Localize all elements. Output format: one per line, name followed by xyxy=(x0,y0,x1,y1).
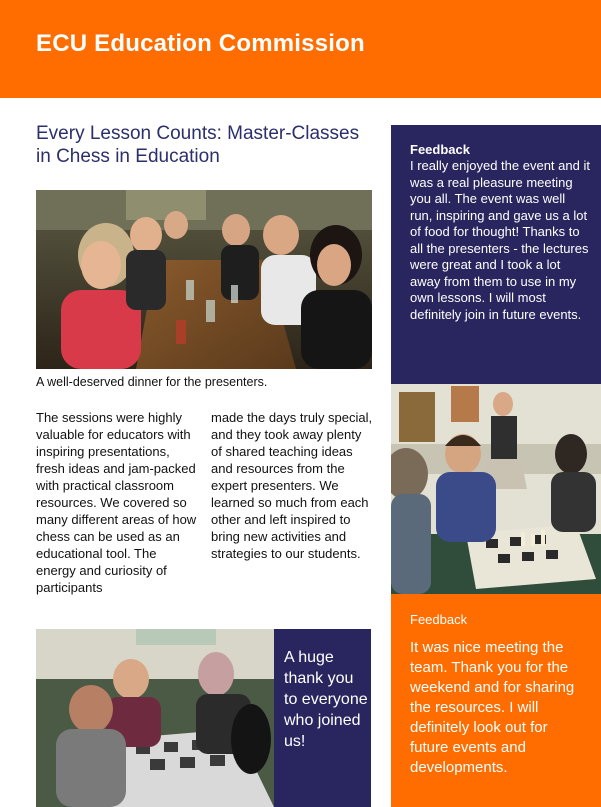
header-title: ECU Education Commission xyxy=(36,30,365,57)
body-text-column-2: made the days truly special, and they took away plenty of shared teaching ideas and resources from the expert presenters. We learned so much from each other and left inspired to bring new activities and strategies to our students. xyxy=(211,410,373,561)
photo-caption: A well-deserved dinner for the presenters. xyxy=(36,375,268,389)
thank-you-box xyxy=(274,629,371,807)
feedback-2-text: It was nice meeting the team. Thank you for the weekend and for sharing the resources. I will definitely look out for future events and developments. xyxy=(410,639,575,776)
feedback-1-text: I really enjoyed the event and it was a real pleasure meeting you all. The event was well run, inspiring and gave us a lot of food for thought! Thanks to all the presenters - the lectures were great and I took a lot away from them to use in my own lessons. I will most definitely join in future events. xyxy=(410,158,590,322)
feedback-2-heading: Feedback xyxy=(410,612,468,627)
chess-workshop-photo xyxy=(36,629,274,807)
feedback-1-heading: Feedback xyxy=(410,142,470,157)
header-banner xyxy=(0,0,601,98)
chess-players-photo xyxy=(391,384,601,594)
feedback-box-1 xyxy=(391,125,601,384)
dinner-photo xyxy=(36,190,372,369)
article-title: Every Lesson Counts: Master-Classes in Chess in Education xyxy=(36,123,360,167)
feedback-box-2 xyxy=(391,594,601,807)
thank-you-text: A huge thank you to everyone who joined us! xyxy=(284,649,368,750)
body-text-column-1: The sessions were highly valuable for educators with inspiring presentations, fresh ideas and jam-packed with practical classroom resources. We covered so many different areas of how chess can be used as an educational tool. The energy and curiosity of participants xyxy=(36,410,197,595)
